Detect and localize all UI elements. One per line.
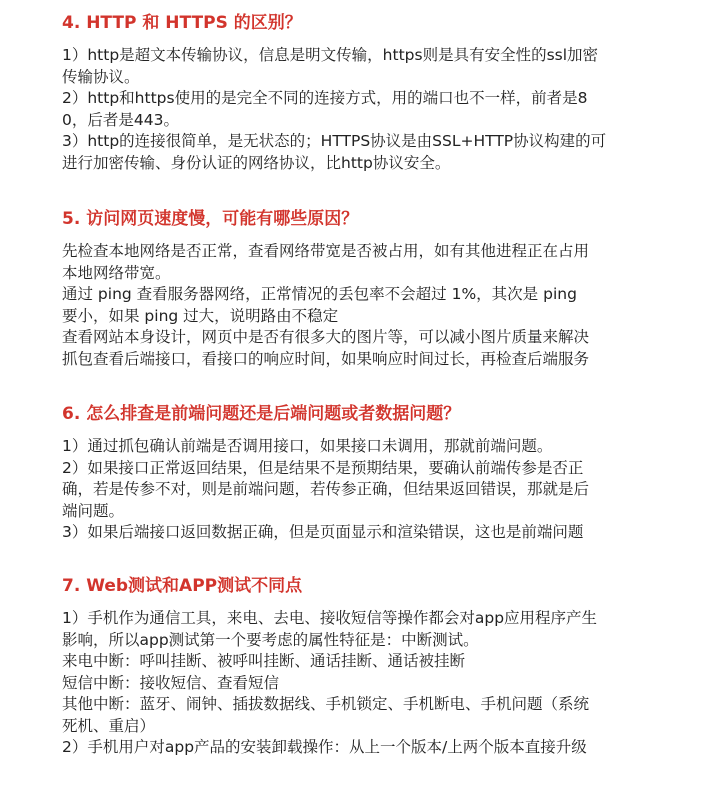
paragraph-line: 先检查本地网络是否正常，查看网络带宽是否被占用，如有其他进程正在占用 xyxy=(62,242,590,260)
paragraph-line: 2）如果接口正常返回结果，但是结果不是预期结果，要确认前端传参是否正 xyxy=(62,458,584,477)
paragraph-line: 3）http的连接很简单，是无状态的；HTTPS协议是由SSL+HTTP协议构建的可 xyxy=(62,132,607,150)
paragraph-line: 端问题。 xyxy=(62,501,125,520)
paragraph-line: 确，若是传参不对，则是前端问题，若传参正确，但结果返回错误，那就是后 xyxy=(62,480,590,498)
section-web-vs-app-testing xyxy=(62,574,672,759)
section-heading: 6. 怎么排查是前端问题还是后端问题或者数据问题？ xyxy=(62,404,461,424)
paragraph-line: 本地网络带宽。 xyxy=(62,263,171,282)
section-heading: 4. HTTP 和 HTTPS 的区别？ xyxy=(62,13,302,33)
paragraph-line: 传输协议。 xyxy=(62,67,140,86)
paragraph-line: 抓包查看后端接口，看接口的响应时间，如果响应时间过长，再检查后端服务 xyxy=(62,349,590,368)
paragraph-line: 2）http和https使用的是完全不同的连接方式，用的端口也不一样，前者是8 xyxy=(62,89,588,107)
paragraph-line: 进行加密传输、身份认证的网络协议，比http协议安全。 xyxy=(62,153,451,172)
section-http-vs-https xyxy=(62,11,672,174)
paragraph-line: 1）通过抓包确认前端是否调用接口，如果接口未调用，那就前端问题。 xyxy=(62,437,553,455)
paragraph-line: 短信中断：接收短信、查看短信 xyxy=(62,673,280,692)
paragraph-line: 0，后者是443。 xyxy=(62,110,179,129)
paragraph-line: 影响，所以app测试第一个要考虑的属性特征是：中断测试。 xyxy=(62,630,479,649)
paragraph-line: 1）手机作为通信工具，来电、去电、接收短信等操作都会对app应用程序产生 xyxy=(62,609,598,627)
paragraph-line: 死机、重启） xyxy=(62,716,156,735)
paragraph-line: 查看网站本身设计，网页中是否有很多大的图片等，可以减小图片质量来解决 xyxy=(62,328,590,346)
paragraph-line: 3）如果后端接口返回数据正确，但是页面显示和渲染错误，这也是前端问题 xyxy=(62,523,584,541)
paragraph-line: 来电中断：呼叫挂断、被呼叫挂断、通话挂断、通话被挂断 xyxy=(62,652,466,670)
paragraph-line: 2）手机用户对app产品的安装卸载操作：从上一个版本/上两个版本直接升级 xyxy=(62,738,587,756)
section-heading: 5. 访问网页速度慢，可能有哪些原因？ xyxy=(62,209,359,229)
paragraph-line: 要小，如果 ping 过大，说明路由不稳定 xyxy=(62,306,339,325)
section-slow-page-causes xyxy=(62,207,672,370)
paragraph-line: 其他中断：蓝牙、闹钟、插拔数据线、手机锁定、手机断电、手机问题（系统 xyxy=(62,695,590,713)
section-frontend-backend-issue xyxy=(62,402,672,544)
paragraph-line: 通过 ping 查看服务器网络，正常情况的丢包率不会超过 1%，其次是 ping xyxy=(62,285,577,303)
paragraph-line: 1）http是超文本传输协议，信息是明文传输，https则是具有安全性的ssl加密 xyxy=(62,46,599,64)
section-heading: 7. Web测试和APP测试不同点 xyxy=(62,576,303,596)
